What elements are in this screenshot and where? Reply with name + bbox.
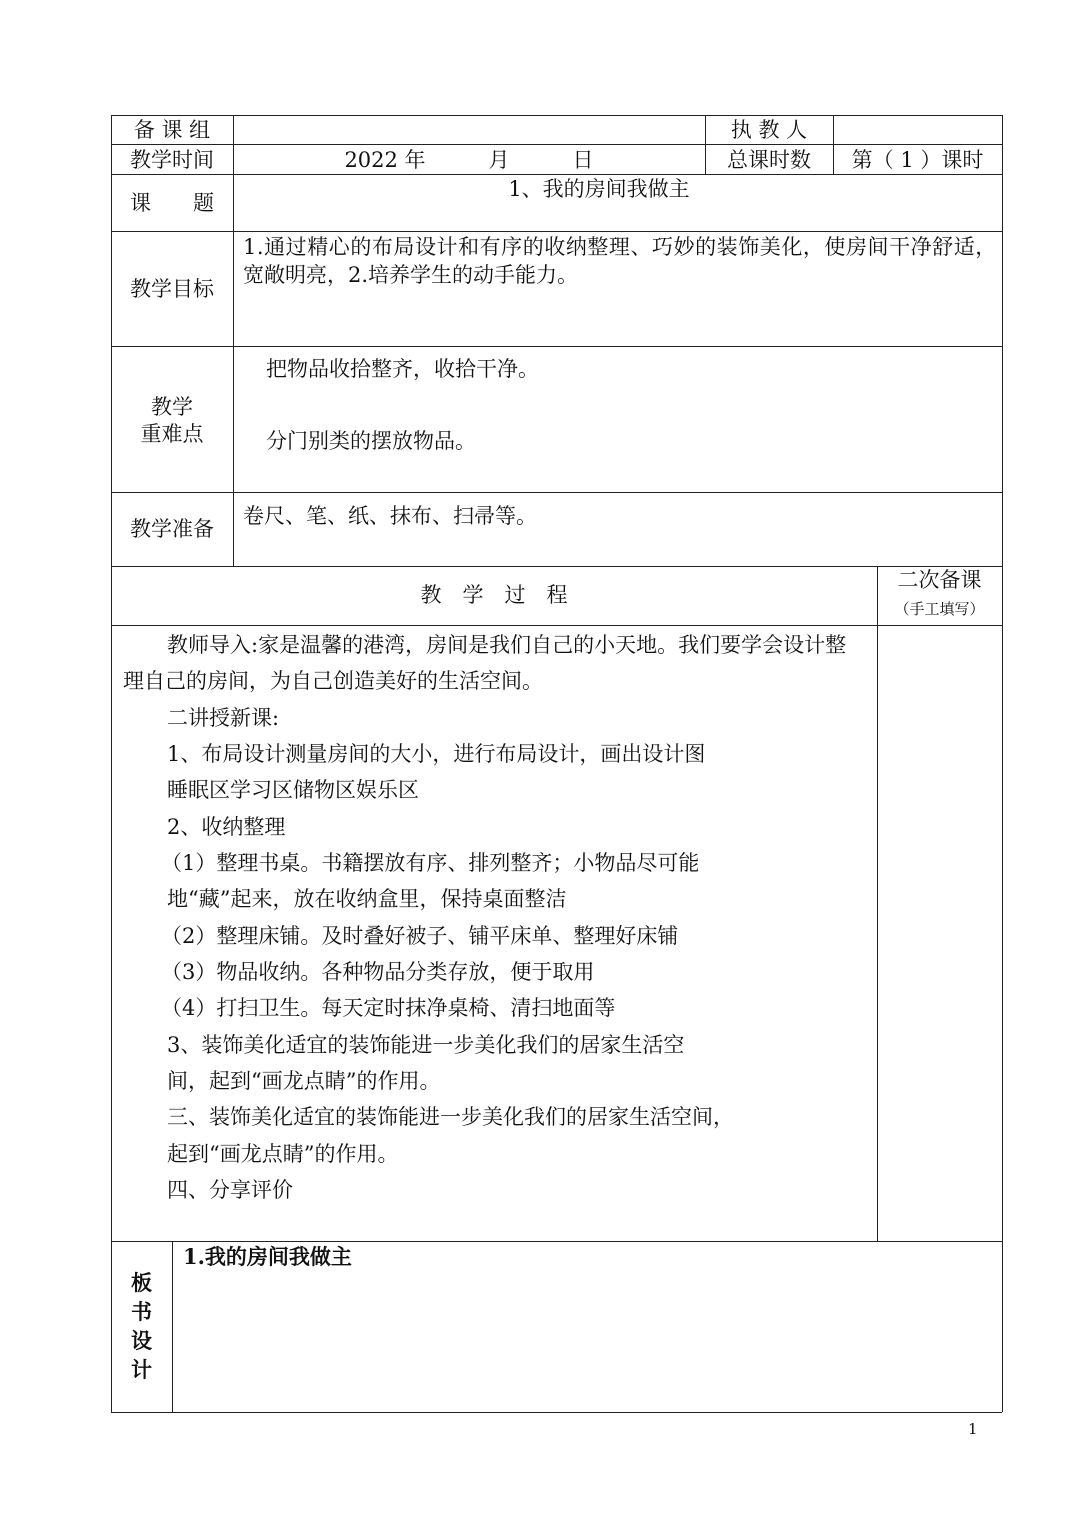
process-line: （3）物品收纳。各种物品分类存放，便于取用: [161, 960, 595, 984]
process-line: 3、装饰美化适宜的装饰能进一步美化我们的居家生活空: [167, 1033, 685, 1057]
process-line: 教师导入:家是温馨的港湾，房间是我们自己的小天地。我们要学会设计整: [167, 633, 847, 657]
board-label-char: 计: [131, 1357, 152, 1382]
process-line: 间，起到“画龙点睛”的作用。: [167, 1069, 441, 1093]
total-periods-label: 总课时数: [727, 148, 811, 172]
process-line: 理自己的房间，为自己创造美好的生活空间。: [123, 669, 543, 693]
process-title: 教 学 过 程: [420, 583, 568, 607]
process-line: 2、收纳整理: [167, 815, 286, 839]
process-line: 起到“画龙点睛”的作用。: [167, 1142, 399, 1166]
keypoint-item: 把物品收拾整齐，收拾干净。: [266, 357, 539, 381]
keypoint-item: 分门别类的摆放物品。: [266, 429, 476, 453]
board-label-char: 书: [131, 1299, 152, 1324]
process-line: （1）整理书桌。书籍摆放有序、排列整齐；小物品尽可能: [161, 851, 700, 875]
prep-label: 教学准备: [130, 517, 214, 541]
goals-label: 教学目标: [130, 277, 214, 301]
process-line: （4）打扫卫生。每天定时抹净桌椅、清扫地面等: [161, 996, 616, 1020]
goals-line-2: 宽敞明亮，2.培养学生的动手能力。: [243, 263, 579, 287]
period-value: 第（ 1 ）课时: [851, 148, 984, 172]
goals-line-1: 1.通过精心的布局设计和有序的收纳整理、巧妙的装饰美化，使房间干净舒适，: [243, 235, 997, 259]
process-line: （2）整理床铺。及时叠好被子、铺平床单、整理好床铺: [161, 924, 679, 948]
process-line: 四、分享评价: [167, 1178, 293, 1202]
board-label-char: 设: [131, 1328, 152, 1353]
process-line: 睡眠区学习区储物区娱乐区: [167, 778, 419, 802]
process-line: 二讲授新课:: [167, 706, 280, 730]
page-number: 1: [968, 1420, 978, 1438]
time-value: 2022 年 月 日: [344, 148, 594, 172]
prep-value: 卷尺、笔、纸、抹布、扫帚等。: [243, 504, 537, 528]
prep-group-label: 备 课 组: [133, 118, 211, 142]
second-prep-note: （手工填写）: [894, 600, 985, 618]
topic-label: 课 题: [130, 191, 214, 215]
board-label-char: 板: [131, 1270, 152, 1295]
topic-value: 1、我的房间我做主: [508, 177, 690, 201]
board-content: 1.我的房间我做主: [183, 1244, 352, 1269]
process-line: 三、装饰美化适宜的装饰能进一步美化我们的居家生活空间，: [167, 1105, 734, 1129]
keypoints-label-line2: 重难点: [140, 422, 204, 446]
keypoints-label-line1: 教学: [151, 395, 193, 419]
lesson-plan-table: [111, 115, 1002, 1412]
time-label: 教学时间: [130, 148, 214, 172]
second-prep-title: 二次备课: [897, 568, 982, 592]
process-line: 地“藏”起来，放在收纳盒里，保持桌面整洁: [167, 887, 567, 911]
teacher-label: 执 教 人: [730, 118, 808, 142]
process-line: 1、布局设计测量房间的大小，进行布局设计，画出设计图: [167, 742, 706, 766]
